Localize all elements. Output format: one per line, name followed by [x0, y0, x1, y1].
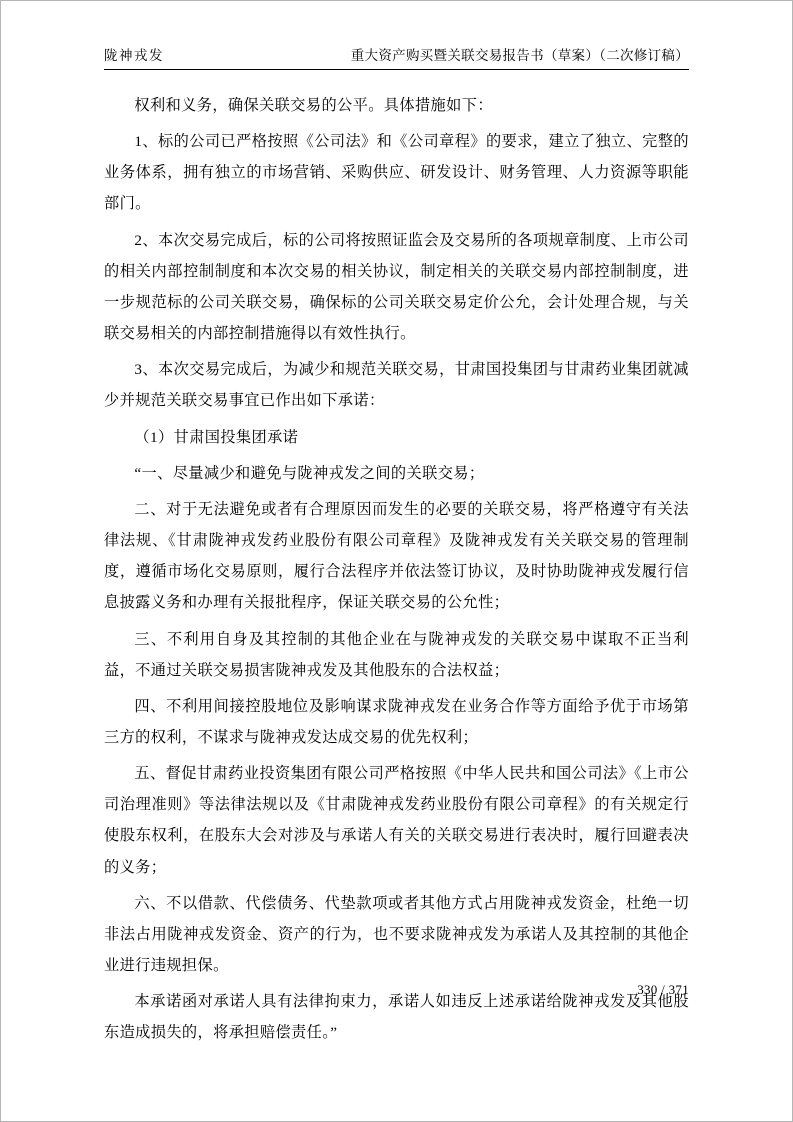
header-company-name: 陇神戎发 [104, 48, 164, 63]
paragraph: “一、尽量减少和避免与陇神戎发之间的关联交易； [134, 464, 485, 482]
paragraph: 3、本次交易完成后，为减少和规范关联交易，甘肃国投集团与甘肃药业集团就减少并规范关联交易事宜已作出如下承诺： [104, 361, 689, 410]
header-document-title: 重大资产购买暨关联交易报告书（草案）（二次修订稿） [350, 48, 689, 63]
page-number: 330 / 371 [637, 982, 689, 997]
document-body [104, 90, 689, 1049]
paragraph: 四、不利用间接控股地位及影响谋求陇神戎发在业务合作等方面给予优于市场第三方的权利，不谋求与陇神戎发达成交易的优先权利； [104, 697, 689, 746]
paragraph: 三、不利用自身及其控制的其他企业在与陇神戎发的关联交易中谋取不正当利益，不通过关联交易损害陇神戎发及其他股东的合法权益； [104, 630, 689, 679]
paragraph: （1）甘肃国投集团承诺 [134, 428, 299, 446]
paragraph: 本承诺函对承诺人具有法律拘束力，承诺人如违反上述承诺给陇神戎发及其他股东造成损失的，将承担赔偿责任。” [104, 993, 689, 1042]
paragraph: 权利和义务，确保关联交易的公平。具体措施如下： [134, 97, 493, 114]
page-content-area [104, 44, 689, 1044]
page-header [104, 44, 689, 69]
paragraph: 五、督促甘肃药业投资集团有限公司严格按照《中华人民共和国公司法》《上市公司治理准则》等法律法规以及《甘肃陇神戎发药业股份有限公司章程》的有关规定行使股东权利，在股东大会对涉及与承诺人有关的关联交易进行表决时，履行回避表决的义务； [104, 765, 689, 876]
paragraph: 1、标的公司已严格按照《公司法》和《公司章程》的要求，建立了独立、完整的业务体系，拥有独立的市场营销、采购供应、研发设计、财务管理、人力资源等职能部门。 [104, 133, 689, 213]
paragraph: 2、本次交易完成后，标的公司将按照证监会及交易所的各项规章制度、上市公司的相关内部控制制度和本次交易的相关协议，制定相关的关联交易内部控制制度，进一步规范标的公司关联交易，确保标的公司关联交易定价公允，会计处理合规，与关联交易相关的内部控制措施得以有效性执行。 [104, 231, 689, 343]
paragraph: 六、不以借款、代偿债务、代垫款项或者其他方式占用陇神戎发资金，杜绝一切非法占用陇神戎发资金、资产的行为，也不要求陇神戎发为承诺人及其控制的其他企业进行违规担保。 [104, 894, 689, 975]
header-divider [104, 69, 689, 70]
paragraph: 二、对于无法避免或者有合理原因而发生的必要的关联交易，将严格遵守有关法律法规、《甘肃陇神戎发药业股份有限公司章程》及陇神戎发有关关联交易的管理制度，遵循市场化交易原则，履行合法程序并依法签订协议，及时协助陇神戎发履行信息披露义务和办理有关报批程序，保证关联交易的公允性； [104, 500, 689, 612]
